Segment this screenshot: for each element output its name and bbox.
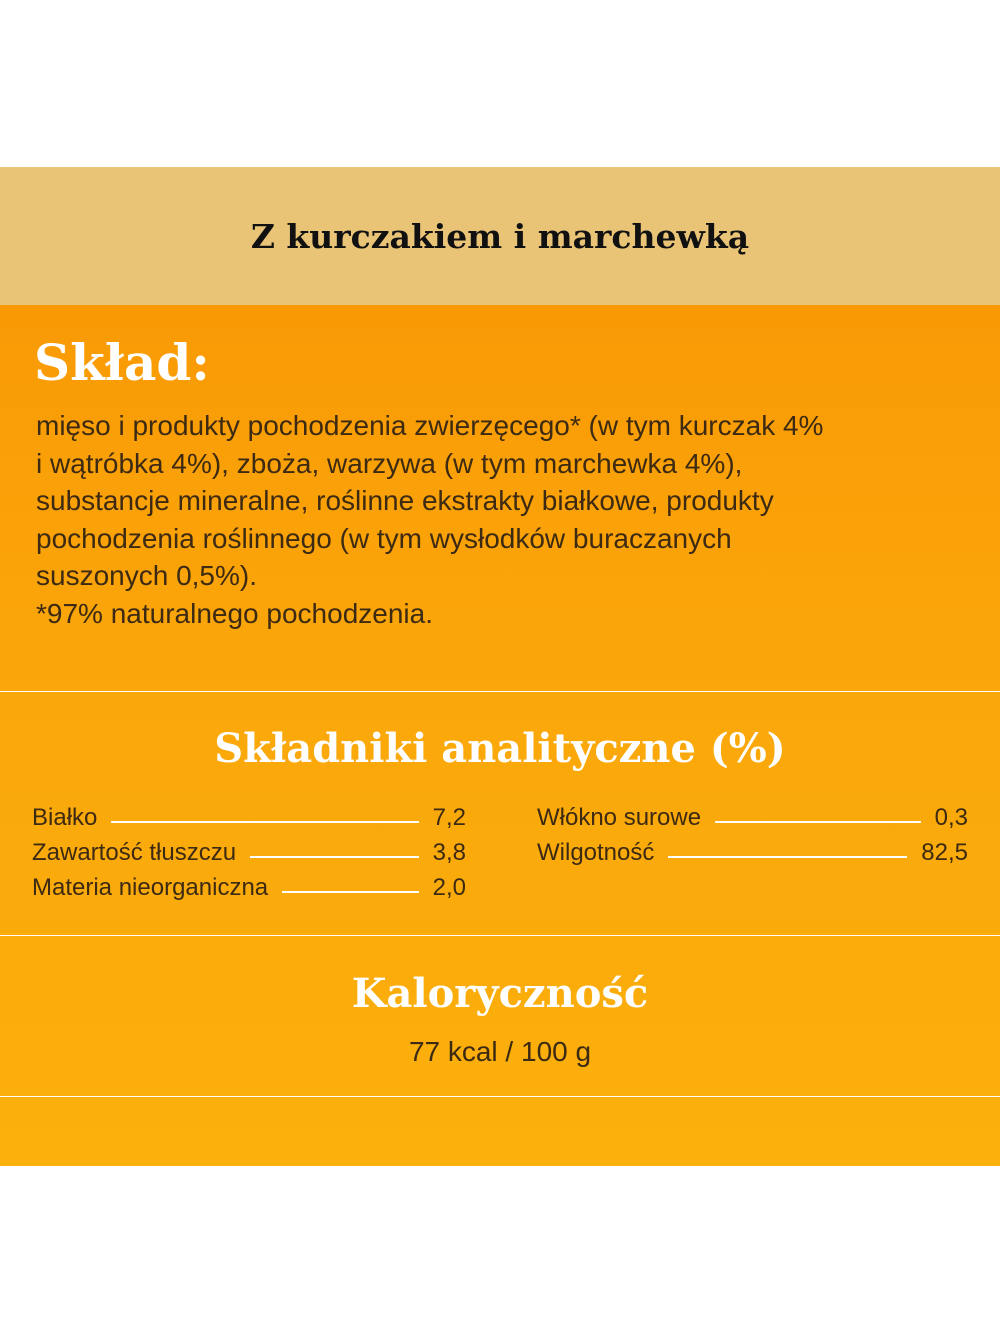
product-variant-title: Z kurczakiem i marchewką	[250, 216, 750, 256]
nutrient-value: 82,5	[921, 839, 968, 866]
product-variant-banner	[0, 167, 1000, 305]
composition-section	[0, 305, 1000, 691]
nutrient-value: 7,2	[432, 804, 466, 831]
nutrient-row-ash	[32, 867, 466, 902]
nutrient-row-moisture	[537, 832, 968, 867]
nutrient-row-fibre	[537, 797, 968, 832]
nutrient-row-fat	[32, 832, 466, 867]
dotted-leader	[282, 891, 418, 893]
composition-heading: Skład:	[34, 333, 210, 392]
analytics-right-column	[537, 797, 968, 867]
nutrient-label: Zawartość tłuszczu	[32, 839, 237, 866]
composition-footnote: *97% naturalnego pochodzenia.	[36, 597, 433, 629]
dotted-leader	[111, 821, 418, 823]
composition-line: i wątróbka 4%), zboża, warzywa (w tym marchewka 4%),	[36, 447, 743, 479]
nutrient-value: 0,3	[934, 804, 968, 831]
analytics-left-column	[32, 797, 466, 902]
composition-line: substancje mineralne, roślinne ekstrakty białkowe, produkty	[36, 485, 774, 516]
nutrient-label: Materia nieorganiczna	[32, 874, 269, 901]
section-divider	[0, 1096, 1000, 1097]
dotted-leader	[715, 821, 921, 823]
nutrient-label: Białko	[32, 804, 98, 831]
nutrient-row-protein	[32, 797, 466, 832]
composition-line: mięso i produkty pochodzenia zwierzęcego* (w tym kurczak 4%	[36, 410, 824, 441]
composition-line: pochodzenia roślinnego (w tym wysłodków buraczanych	[36, 522, 732, 554]
section-divider	[0, 935, 1000, 936]
calories-heading: Kaloryczność	[351, 970, 649, 1017]
nutrient-label: Włókno surowe	[537, 804, 702, 831]
dotted-leader	[250, 856, 419, 858]
nutrient-value: 3,8	[432, 839, 466, 866]
calories-value: 77 kcal / 100 g	[408, 1036, 592, 1067]
nutrition-panel	[0, 305, 1000, 1166]
dotted-leader	[668, 856, 907, 858]
analytical-constituents-heading: Składniki analityczne (%)	[214, 725, 786, 772]
section-divider	[0, 691, 1000, 692]
nutrient-label: Wilgotność	[537, 839, 655, 866]
composition-text	[36, 407, 966, 632]
nutrient-value: 2,0	[432, 874, 466, 901]
composition-line: suszonych 0,5%).	[36, 560, 257, 591]
